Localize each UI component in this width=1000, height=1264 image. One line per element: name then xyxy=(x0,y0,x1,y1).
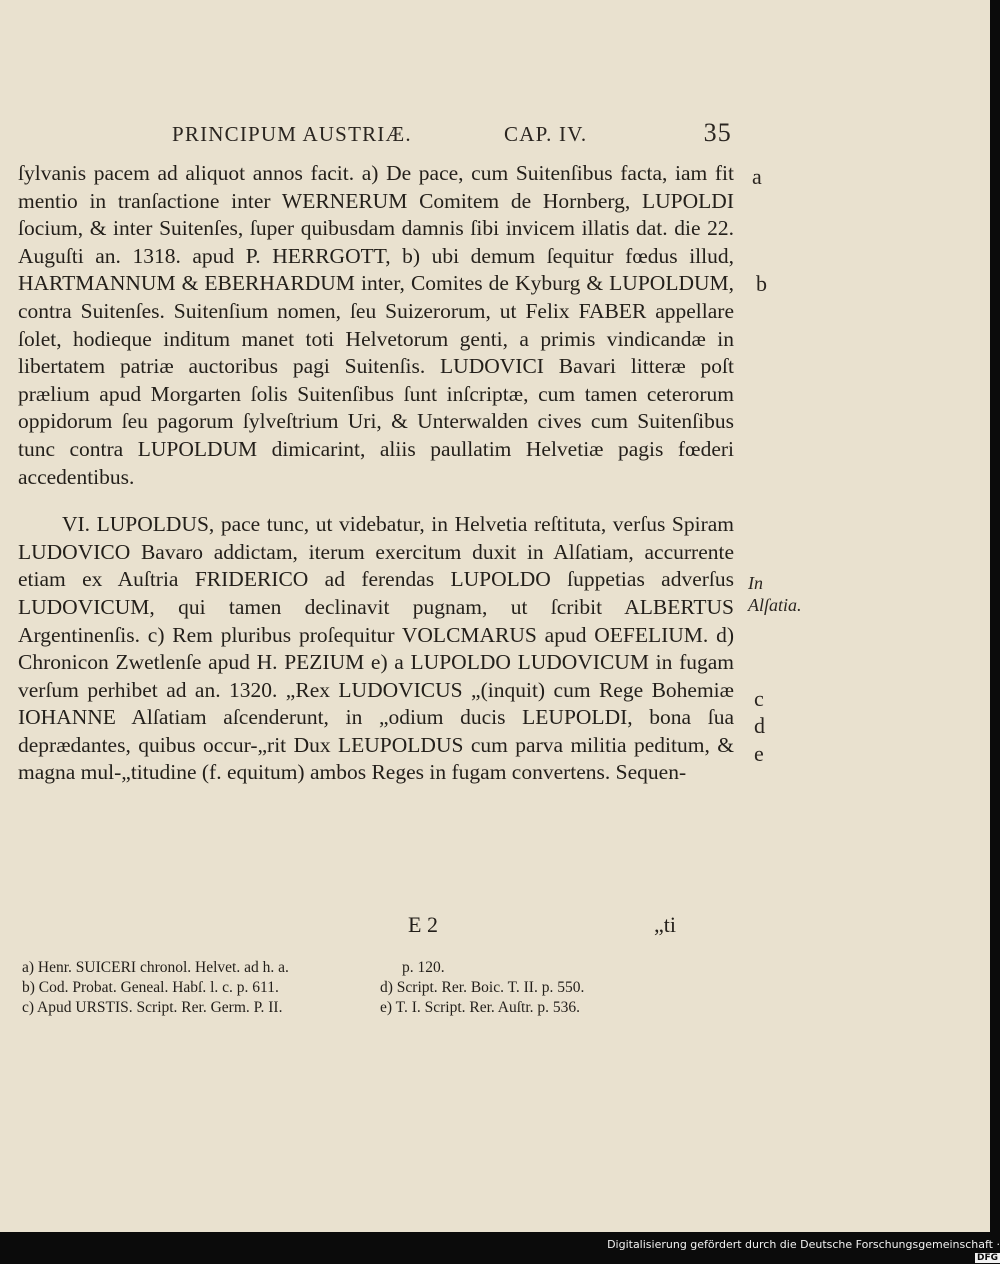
running-header xyxy=(172,118,732,152)
paragraph-1: ſylvanis pacem ad aliquot annos facit. a) De pace, cum Suitenſibus facta, iam fit mentio in tranſactione inter WERNERUM Comitem de Hornberg, LUPOLDI ſocium, & inter Suitenſes, ſuper quibusdam damnis ſibi invicem illatis dat. die 22. Auguſti an. 1318. apud P. HERRGOTT, b) ubi demum ſequitur fœdus illud, HARTMANNUM & EBERHARDUM inter, Comites de Kyburg & LUPOLDUM, contra Suitenſes. Suitenſium nomen, ſeu Suizerorum, ut Felix FABER appellare ſolet, hodieque inditum manet toti Helvetorum genti, a primis vindicandæ in libertatem patriæ auctoribus pagi Suitenſis. LUDOVICI Bavari litteræ poſt prælium apud Morgarten ſolis Suitenſibus ſunt inſcriptæ, cum tamen ceterorum oppidorum ſeu pagorum ſylveſtrium Uri, & Unterwalden cives cum Suitenſibus tunc contra LUPOLDUM dimicarint, aliis paullatim Helvetiæ pagis fœderi accedentibus. xyxy=(18,161,734,489)
footnote-b: b) Cod. Probat. Geneal. Habſ. l. c. p. 611. xyxy=(22,979,279,996)
signature-mark: E 2 xyxy=(408,912,438,937)
footnote-row xyxy=(22,978,722,998)
footnote-a: a) Henr. SUICERI chronol. Helvet. ad h. a. xyxy=(22,959,289,976)
dfg-logo: DFG xyxy=(976,1253,998,1263)
footnote-row xyxy=(22,998,722,1018)
margin-note-e: e xyxy=(754,741,764,766)
footnotes xyxy=(22,958,722,1018)
margin-note-b: b xyxy=(756,271,767,296)
margin-note-a: a xyxy=(752,164,762,189)
footnote-c: c) Apud URSTIS. Script. Rer. Germ. P. II. xyxy=(22,999,283,1016)
footnote-e: e) T. I. Script. Rer. Auſtr. p. 536. xyxy=(380,999,581,1016)
paragraph-2: VI. LUPOLDUS, pace tunc, ut videbatur, in Helvetia reſtituta, verſus Spiram LUDOVICO Bavaro addictam, iterum exercitum duxit in Alſatiam, accurrente etiam ex Auſtria FRIDERICO ad ferendas LUPOLDO ſuppetias adverſus LUDOVICUM, qui tamen declinavit pugnam, ut ſcribit ALBERTUS Argentinenſis. c) Rem pluribus proſequitur VOLCMARUS apud OEFELIUM. d) Chronicon Zwetlenſe apud H. PEZIUM e) a LUPOLDO LUDOVICUM in fugam verſum perhibet ad an. 1320. „Rex LUDOVICUS „(inquit) cum Rege Bohemiæ IOHANNE Alſatiam aſcenderunt, in „odium ducis LEUPOLDI, bona ſua deprædantes, quibus occur-„rit Dux LEUPOLDUS cum parva militia peditum, & magna mul-„titudine (f. equitum) ambos Reges in fugam convertens. Sequen- xyxy=(18,512,734,785)
running-title: PRINCIPUM AUSTRIÆ. xyxy=(172,122,412,146)
margin-note-c: c xyxy=(754,686,764,711)
main-text xyxy=(18,160,734,787)
footnote-row xyxy=(22,958,722,978)
credit-text: Digitalisierung gefördert durch die Deutsche Forschungsgemeinschaft xyxy=(607,1238,993,1251)
margin-note-d: d xyxy=(754,713,765,738)
chapter-label: CAP. IV. xyxy=(504,122,588,146)
digitization-credit: Digitalisierung gefördert durch die Deutsche Forschungsgemeinschaft · DFG xyxy=(607,1238,1000,1263)
footnote-d: d) Script. Rer. Boic. T. II. p. 550. xyxy=(380,979,585,996)
footnote-a-page: p. 120. xyxy=(402,959,445,976)
page-number: 35 xyxy=(703,118,732,147)
side-note-alsatia: In Alſatia. xyxy=(748,573,802,615)
catchword: „ti xyxy=(654,912,676,937)
